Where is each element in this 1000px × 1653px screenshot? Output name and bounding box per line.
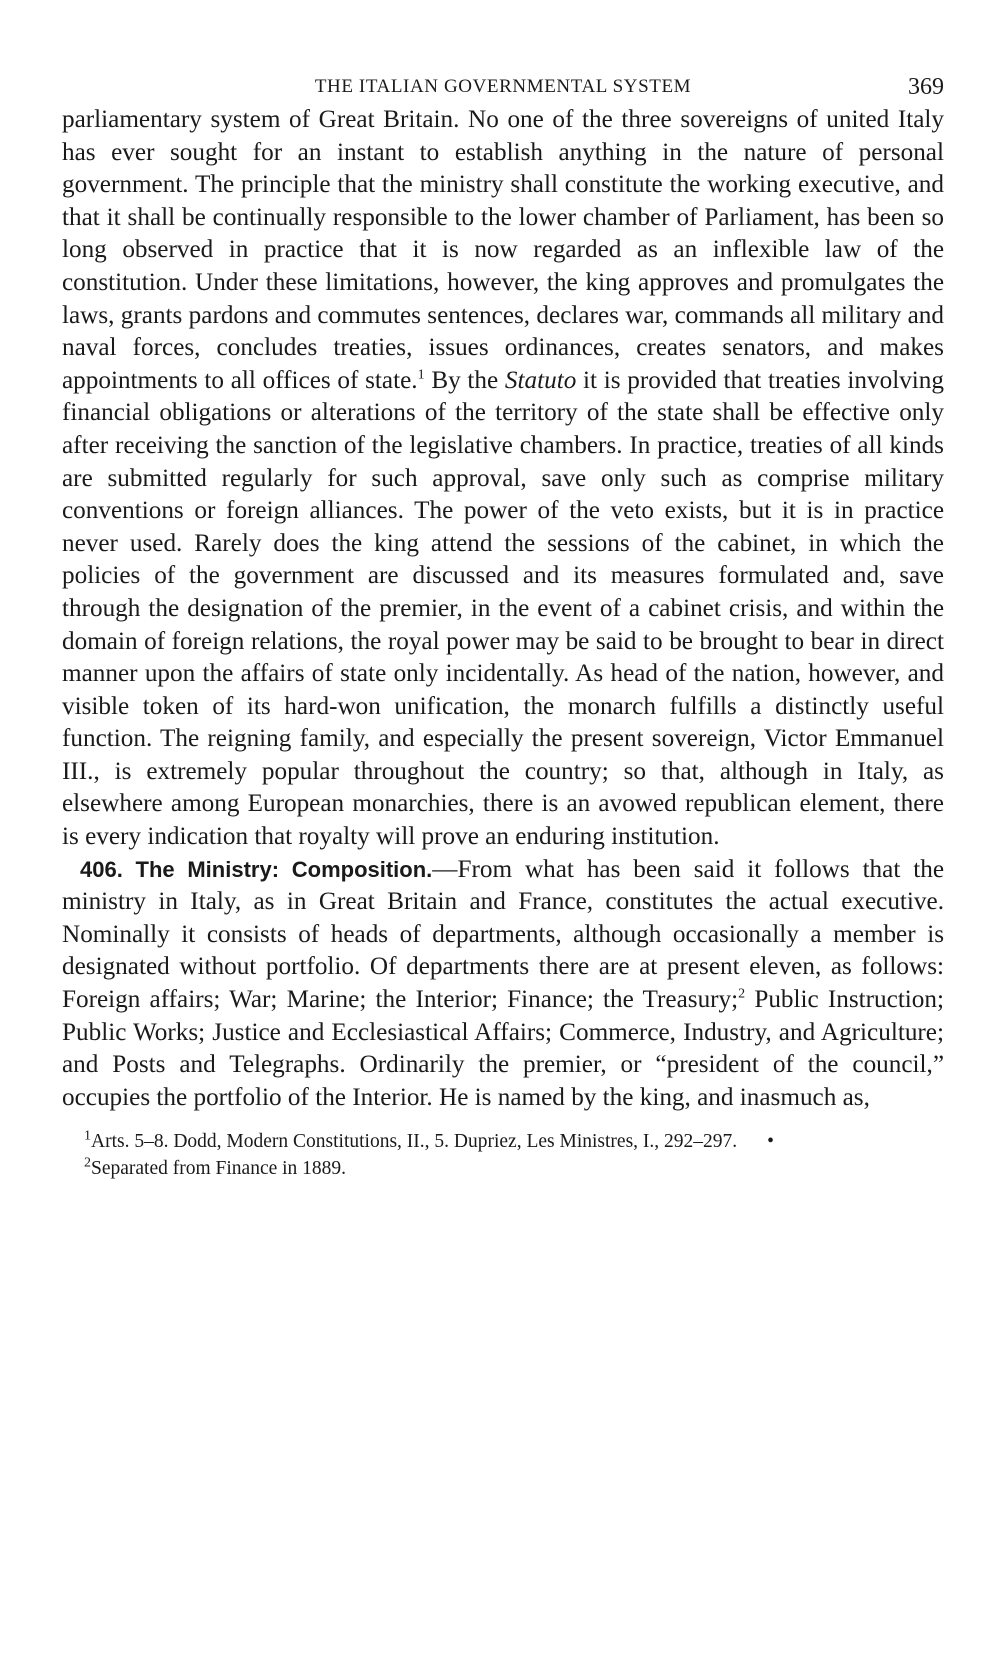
paragraph-text: Public Instruction; Public Works; Justice and Ecclesiastical Affairs; Commerce, Industry, and Agriculture; and Posts and Telegraphs. Ordinarily the premier, or “president of the council,” occupies the portfolio of the Interior. He is named by the king, and inasmuch as, xyxy=(62,986,944,1111)
footnote-marker-1: 1 xyxy=(84,1128,91,1144)
running-title: THE ITALIAN GOVERNMENTAL SYSTEM xyxy=(314,76,692,97)
italic-term-statuto: Statuto xyxy=(504,366,577,394)
paragraph-text: —From what has been said it follows that the ministry in Italy, as in Great Britain and France, constitutes the actual executive. Nominally it consists of heads of departments, although occasionally a member is designated without portfolio. Of departments there are at present eleven, as follows: Foreign affairs; War; Marine; the Interior; Finance; the Treasury; xyxy=(62,855,945,1014)
footnote-1 xyxy=(62,1128,944,1155)
paragraph-text: By the xyxy=(424,366,505,394)
footnote-text-1: Arts. 5–8. Dodd, Modern Constitutions, II., 5. Dupriez, Les Ministres, I., 292–297. xyxy=(91,1131,738,1153)
footnote-marker-2: 2 xyxy=(84,1155,91,1171)
paragraph-text: it is provided that treaties involving financial obligations or alterations of the territory of the state shall be effective only after receiving the sanction of the legislative chambers. In practice, treaties of all kinds are submitted regularly for such approval, save only such as comprise military conventions or foreign alliances. The power of the veto exists, but it is in practice never used. Rarely does the king attend the sessions of the cabinet, in which the policies of the government are discussed and its measures formulated and, save through the designation of the premier, in the event of a cabinet crisis, and within the domain of foreign relations, the royal power may be said to be brought to bear in direct manner upon the affairs of state only incidentally. As head of the nation, however, and visible token of its hard-won unification, the monarch fulfills a distinctly useful function. The reigning family, and especially the present sovereign, Victor Emmanuel III., is extremely popular throughout the country; so that, although in Italy, as elsewhere among European monarchies, there is an avowed republican element, there is every indication that royalty will prove an enduring institution. xyxy=(62,366,944,851)
footnotes xyxy=(62,1128,944,1182)
paragraph-text: parliamentary system of Great Britain. No one of the three sovereigns of united Italy has ever sought for an instant to establish anything in the nature of personal government. The principle that the ministry shall constitute the working executive, and that it shall be continually responsible to the lower chamber of Parliament, has been so long observed in practice that it is now regarded as an inflexible law of the constitution. Under these limitations, however, the king approves and promulgates the laws, grants pardons and commutes sentences, declares war, commands all military and naval forces, concludes treaties, issues ordinances, creates senators, and makes appointments to all offices of state. xyxy=(62,106,944,394)
footnote-ref-2: 2 xyxy=(738,986,746,1002)
body-text xyxy=(62,104,944,1114)
paragraph-ministry-composition xyxy=(62,854,944,1115)
book-page xyxy=(62,70,944,1182)
footnote-ref-1: 1 xyxy=(417,367,425,383)
running-head xyxy=(62,70,944,104)
page-number: 369 xyxy=(908,74,944,100)
paragraph-royal-powers xyxy=(62,104,944,854)
stray-bullet-mark: • xyxy=(767,1131,774,1153)
footnote-2 xyxy=(62,1155,944,1182)
footnote-text-2: Separated from Finance in 1889. xyxy=(91,1158,347,1180)
section-heading: 406. The Ministry: Composition. xyxy=(80,856,433,882)
